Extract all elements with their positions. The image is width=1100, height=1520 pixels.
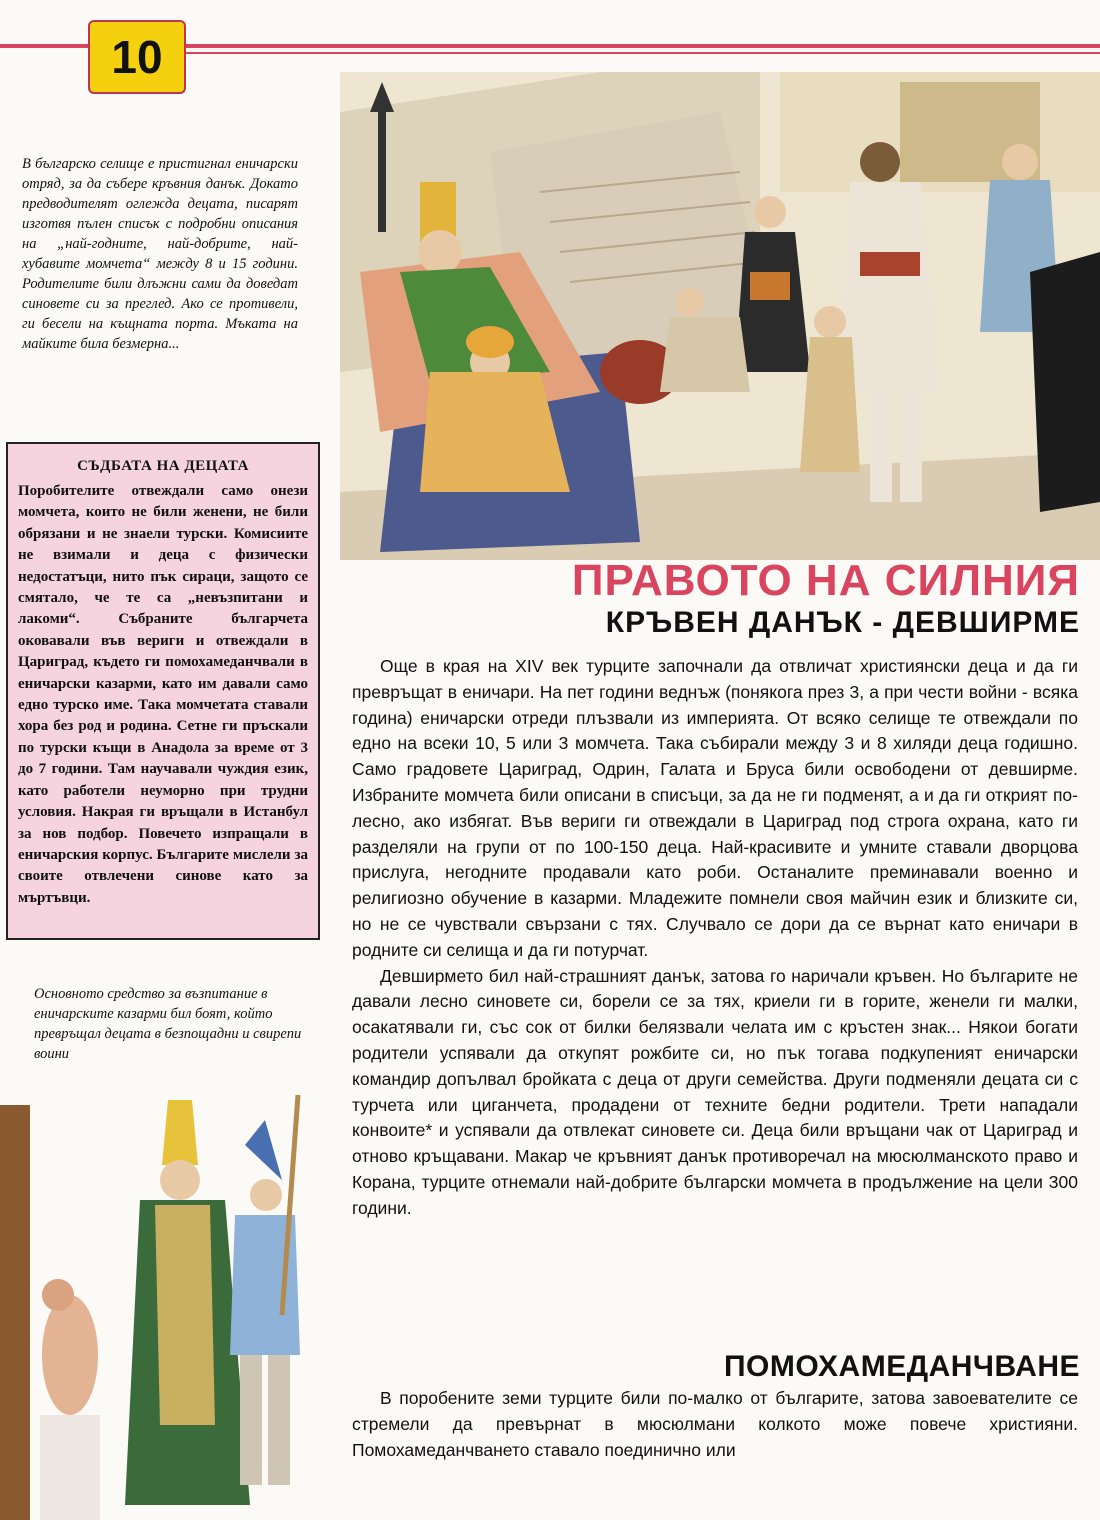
article-body [352, 654, 1078, 1222]
article-subtitle: КРЪВЕН ДАНЪК - ДЕВШИРМЕ [605, 606, 1080, 639]
sidebar-text: Поробителите отвеждали само онези момчета, които не били женени, не били обрязани и не знаели турски. Комисиите не взимали и деца с физически недостатъци, нито пък сираци, защото се смятало, че те са „невъзпитани и лакоми“. Събраните българчета оковавали във вериги и отвеждали в Цариград, където ги помохамеданчвали в еничарски казарми, като им давали само едно турско име. Така момчетата ставали хора без род и родина. Сетне ги пръскали по турски къщи в Анадола за време от 3 до 7 години. Там научавали чуждия език, като работели неуморно при трудни условия. Накрая ги връщали в Истанбул за нов подбор. Повечето изпращали в еничарския корпус. Българите мислели за своите отвлечени синове като за мъртъвци. [18, 483, 308, 906]
section-body [352, 1386, 1078, 1463]
sidebar-title: СЪДБАТА НА ДЕЦАТА [77, 458, 249, 474]
main-illustration [340, 72, 1100, 560]
section-paragraph: В поробените земи турците били по-малко от българите, затова завоевателите се стремели да превърнат в мюсюлмани колкото може повече християни. Помохамеданчването ставало поединично или [352, 1388, 1078, 1460]
top-rule-left [0, 44, 88, 48]
illustration-caption: В българско селище е пристигнал еничарски отряд, за да събере кръвния данък. Докато предводителят оглежда децата, писарят изготвя пълен списък с подробни описания на „най-годните, най-добрите, най-хубавите момчета“ между 8 и 15 години. Родителите били длъжни сами да доведат синовете си за преглед. Ако се противели, ги бесели на къщната порта. Мъката на майките била безмерна... [22, 156, 298, 352]
section-heading: ПОМОХАМЕДАНЧВАНЕ [723, 1350, 1080, 1383]
top-rule-right [186, 44, 1100, 48]
janissary-illustration [0, 1085, 340, 1520]
sidebar-box [6, 442, 320, 940]
top-rule-right-thin [186, 52, 1100, 54]
page-number: 10 [88, 20, 186, 94]
article-title: ПРАВОТО НА СИЛНИЯ [571, 556, 1080, 605]
article-paragraph: Девширмето бил най-страшният данък, затова го наричали кръвен. Но българите не давали лесно синовете си, борели се за тях, криели ги в горите, женели ги малки, осакатявали ги, със сок от билки белязвали челата им с кръстен знак... Някои богати родители успявали да откупят рожбите си, но пък тогава подкупеният еничарски командир допълвал бройката с деца от други семейства. Други подменяли децата си с турчета или циганчета, продадени от техните бедни родители. Трети нападали конвоите* и успявали да отвлекат синовете си. Деца били връщани чак от Цариград и отново кръщавани. Макар че кръвният данък противоречал на мюсюлманското право и Корана, турците отнемали най-добрите български момчета в продължение на цели 300 години. [352, 965, 1078, 1218]
bottom-illustration-caption: Основното средство за възпитание в еничарските казарми бил боят, който превръщал децата в безпощадни и свирепи воини [34, 986, 302, 1062]
article-paragraph: Още в края на XIV век турците започнали да отвличат християнски деца и да ги превръщат в еничари. На пет години веднъж (понякога през 3, а при чести войни - всяка година) еничарски отреди плъзвали из империята. От всяко селище те отвеждали по едно на всеки 10, 5 или 3 момчета. Така събирали между 3 и 8 хиляди деца годишно. Само градовете Цариград, Одрин, Галата и Бруса били освободени от девширме. Избраните момчета били описани в списъци, за да не ги подменят, а и да ги открият по-лесно, ако избягат. Във вериги ги отвеждали в Цариград под строга охрана, като ги разделяли на групи от по 100-150 деца. Най-красивите и умните ставали дворцова прислуга, негодните продавали като роби. Останалите преминавали военно и религиозно обучение в казарми. Младежите помнели своя майчин език и близките си, но не се чувствали свързани с тях. Случвало се дори да се върнат като еничари в родните си селища и да ги потурчат. [352, 656, 1078, 960]
